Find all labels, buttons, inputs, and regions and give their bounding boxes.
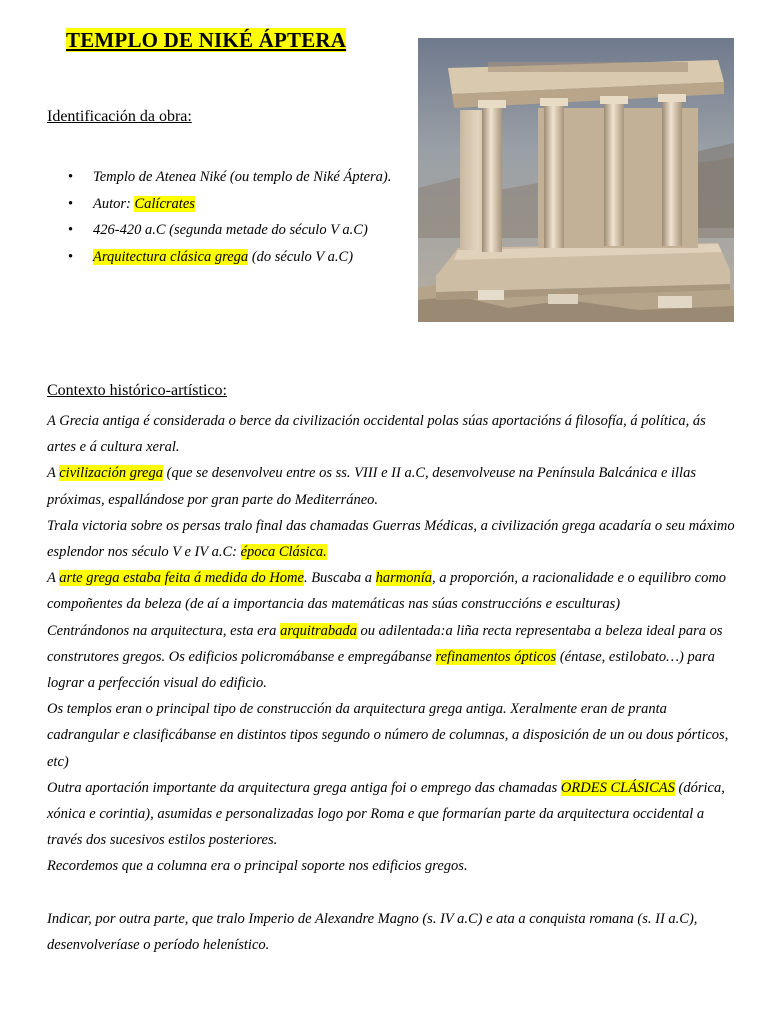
- list-item: • Autor: Calícrates: [68, 195, 195, 212]
- paragraph: A Grecia antiga é considerada o berce da civilización occidental polas súas aportacións á filosofía, á política, ás artes e á cultura xeral.: [47, 413, 706, 456]
- paragraph: Recordemos que a columna era o principal soporte nos edificios gregos.: [47, 858, 468, 875]
- list-item: • Arquitectura clásica grega (do século V a.C): [68, 248, 354, 265]
- list-item: • Templo de Atenea Niké (ou templo de Niké Áptera).: [68, 169, 392, 185]
- style-highlight: Arquitectura clásica grega: [93, 248, 249, 265]
- paragraph: A arte grega estaba feita á medida do Home. Buscaba a harmonía, a proporción, a racionalidade e o equilibro como compoñentes da beleza (de aí a importancia das matemáticas nas súas construccións e esculturas): [47, 570, 727, 613]
- identification-heading: Identificación da obra:: [47, 108, 192, 125]
- temple-photo: [418, 38, 734, 322]
- paragraph: Trala victoria sobre os persas tralo final das chamadas Guerras Médicas, a civilización grega acadaría o seu máximo esplendor nos século V e IV a.C: época Clásica.: [47, 517, 735, 561]
- context-body: [47, 408, 737, 958]
- paragraph: A civilización grega (que se desenvolveu entre os ss. VIII e II a.C, desenvolveuse na Península Balcánica e illas próximas, espallándose por gran parte do Mediterráneo.: [47, 465, 696, 508]
- paragraph: Indicar, por outra parte, que tralo Imperio de Alexandre Magno (s. IV a.C) e ata a conquista romana (s. II a.C), desenvolveríase o período helenístico.: [47, 910, 698, 953]
- paragraph: Centrándonos na arquitectura, esta era arquitrabada ou adilentada:a liña recta representaba a beleza ideal para os construtores gregos. Os edificios policromábanse e empregábanse refinamentos ópticos (éntase, estilobato…) para lograr a perfección visual do edificio.: [47, 622, 723, 692]
- page-title: TEMPLO DE NIKÉ ÁPTERA: [66, 28, 347, 52]
- identification-list: [65, 164, 410, 270]
- author-highlight: Calícrates: [134, 195, 195, 212]
- paragraph: Os templos eran o principal tipo de construcción da arquitectura grega antiga. Xeralmente eran de pranta cadrangular e clasificábanse en distintos tipos segundo o número de columnas, a disposición de un ou dous pórticos, etc): [47, 701, 729, 770]
- paragraph: Outra aportación importante da arquitectura grega antiga foi o emprego das chamadas ORDES CLÁSICAS (dórica, xónica e corintia), asumidas e personalizadas logo por Roma e que formarían parte da arquitectura occidental a través dos sucesivos estilos posteriores.: [47, 779, 725, 849]
- context-heading: Contexto histórico-artístico:: [47, 382, 227, 399]
- list-item: • 426-420 a.C (segunda metade do século V a.C): [68, 222, 368, 238]
